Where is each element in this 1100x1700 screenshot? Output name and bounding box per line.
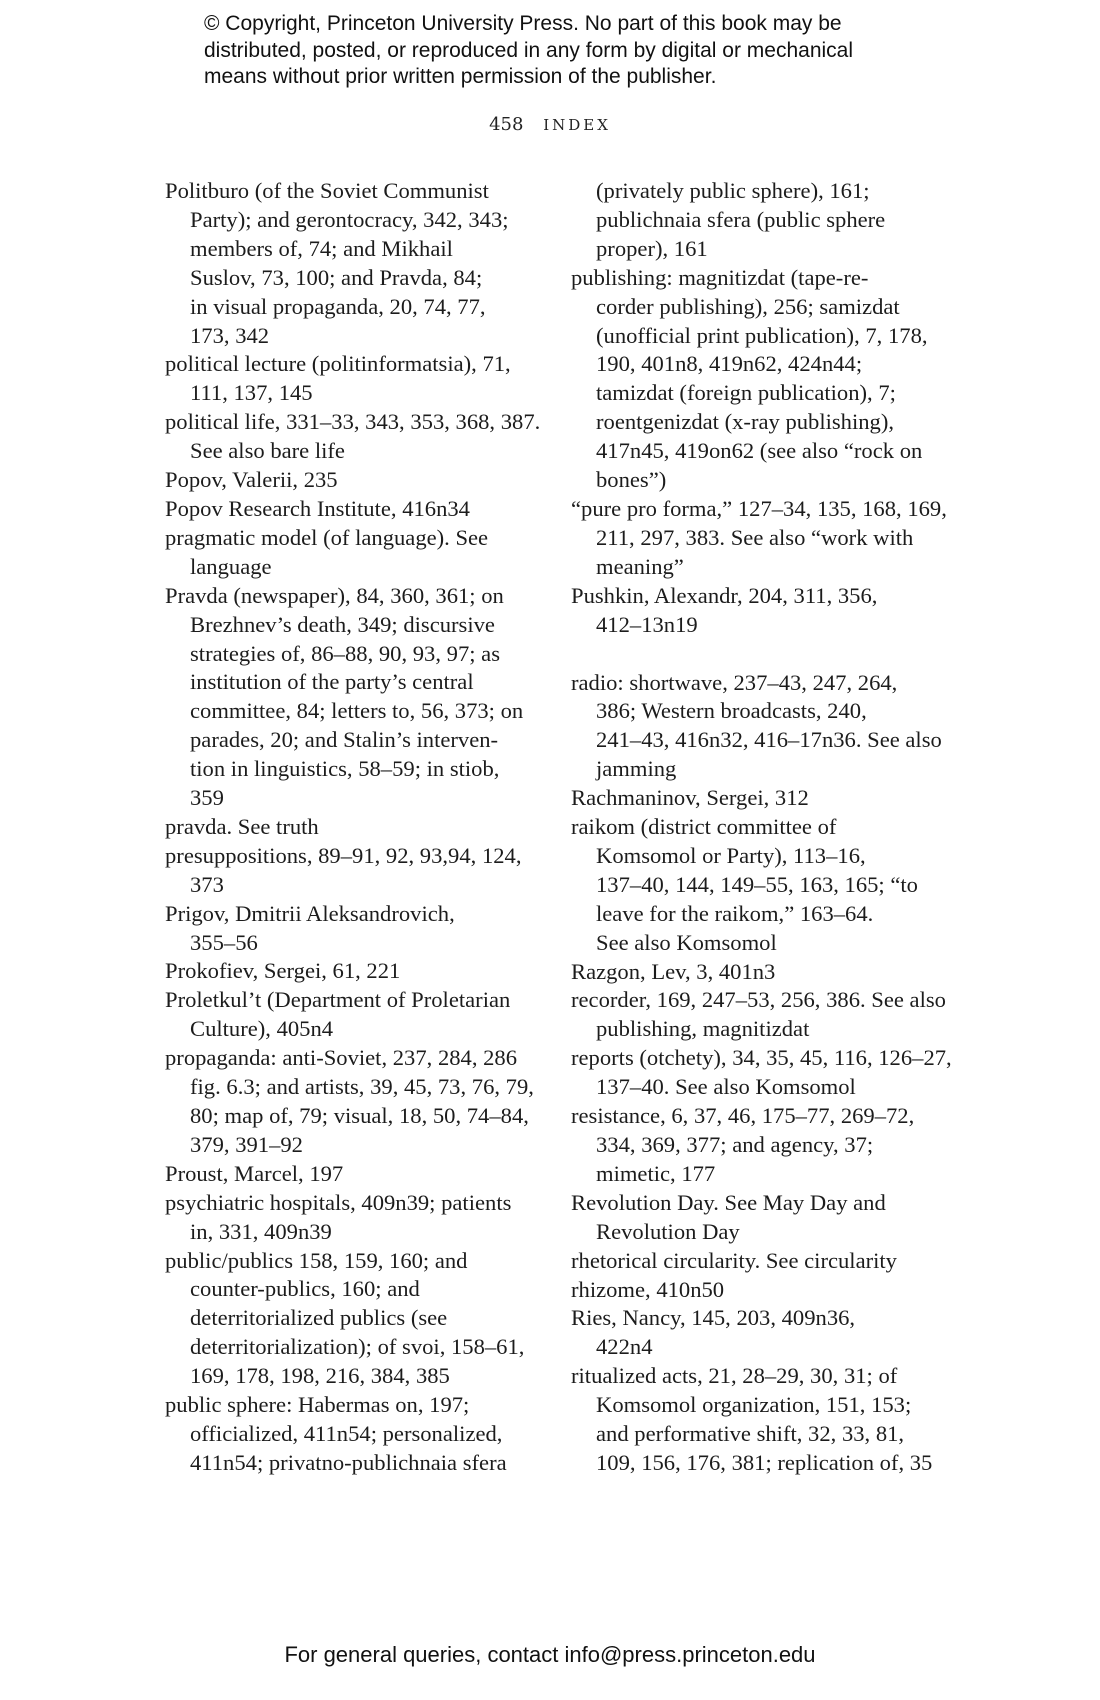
entry-line: 412–13n19 [596, 611, 698, 637]
entry-line: corder publishing), 256; samizdat [596, 293, 900, 319]
entry-line: Suslov, 73, 100; and Pravda, 84; [190, 264, 483, 290]
index-entry [571, 495, 947, 582]
entry-line: mimetic, 177 [596, 1160, 716, 1186]
entry-line: officialized, 411n54; personalized, [190, 1420, 503, 1446]
index-entry [165, 900, 535, 958]
entry-line: in visual propaganda, 20, 74, 77, [190, 293, 486, 319]
entry-line: raikom (district committee of [571, 814, 837, 840]
index-entry [165, 177, 535, 350]
index-entry [165, 813, 535, 842]
index-entry [571, 1044, 952, 1102]
footer-contact: For general queries, contact info@press.princeton.edu [284, 1642, 816, 1667]
index-column-right [571, 177, 952, 1478]
entry-line: 190, 401n8, 419n62, 424n44; [596, 351, 863, 377]
index-entry [571, 1362, 941, 1478]
running-head [0, 114, 1100, 135]
entry-line: propaganda: anti-Soviet, 237, 284, 286 [165, 1045, 518, 1071]
index-entry [571, 264, 941, 495]
entry-line: 417n45, 419on62 (see also “rock on [596, 438, 923, 464]
entry-line: rhizome, 410n50 [571, 1276, 725, 1302]
entry-line: 379, 391–92 [190, 1131, 303, 1157]
entry-line: institution of the party’s central [190, 669, 474, 695]
entry-line: public sphere: Habermas on, 197; [165, 1392, 470, 1418]
entry-line: leave for the raikom,” 163–64. [596, 900, 874, 926]
entry-line: deterritorialization); of svoi, 158–61, [190, 1334, 525, 1360]
copyright-line: distributed, posted, or reproduced in any form by digital or mechanical [204, 38, 854, 62]
index-entry [571, 1189, 941, 1247]
entry-line: and performative shift, 32, 33, 81, [596, 1421, 905, 1447]
index-entry [165, 986, 535, 1044]
index-entry [571, 1276, 941, 1305]
entry-line: See also bare life [190, 438, 345, 464]
entry-line: fig. 6.3; and artists, 39, 45, 73, 76, 79, [190, 1074, 534, 1100]
index-entry [165, 1189, 535, 1247]
entry-line: Prigov, Dmitrii Aleksandrovich, [165, 900, 455, 926]
entry-line: 359 [190, 785, 224, 811]
entry-line: meaning” [596, 553, 684, 579]
index-entry [571, 986, 946, 1044]
entry-line: in, 331, 409n39 [190, 1218, 332, 1244]
index-entry [571, 1102, 941, 1189]
entry-line: See also Komsomol [596, 929, 777, 955]
index-entry [165, 495, 535, 524]
entry-line: Proletkul’t (Department of Proletarian [165, 987, 511, 1013]
index-entry [571, 582, 941, 640]
entry-line: jamming [596, 756, 677, 782]
index-column-left [165, 177, 541, 1478]
entry-line: 111, 137, 145 [190, 380, 313, 406]
entry-line: Popov, Valerii, 235 [165, 467, 338, 493]
entry-line: Komsomol or Party), 113–16, [596, 842, 866, 868]
entry-line: bones”) [596, 467, 667, 493]
index-entry [165, 1044, 535, 1160]
index-entry [571, 1247, 941, 1276]
entry-line: resistance, 6, 37, 46, 175–77, 269–72, [571, 1103, 915, 1129]
index-entry [165, 1160, 535, 1189]
entry-line: committee, 84; letters to, 56, 373; on [190, 698, 524, 724]
entry-line: proper), 161 [596, 235, 708, 261]
entry-line: “pure pro forma,” 127–34, 135, 168, 169, [571, 495, 947, 521]
entry-line: 355–56 [190, 929, 258, 955]
entry-line: publishing, magnitizdat [596, 1016, 810, 1042]
entry-line: members of, 74; and Mikhail [190, 235, 453, 261]
entry-line: 422n4 [596, 1334, 653, 1360]
entry-line: pravda. See truth [165, 813, 319, 839]
index-entry [571, 669, 941, 785]
entry-line: ritualized acts, 21, 28–29, 30, 31; of [571, 1363, 898, 1389]
entry-line: parades, 20; and Stalin’s interven- [190, 727, 499, 753]
entry-line: (privately public sphere), 161; [596, 178, 870, 203]
entry-line: 241–43, 416n32, 416–17n36. See also [596, 727, 942, 753]
page-number: 458 [489, 114, 524, 135]
entry-line: reports (otchety), 34, 35, 45, 116, 126–27, [571, 1045, 952, 1071]
entry-line: 109, 156, 176, 381; replication of, 35 [596, 1449, 933, 1475]
entry-line: presuppositions, 89–91, 92, 93,94, 124, [165, 842, 522, 868]
entry-line: radio: shortwave, 237–43, 247, 264, [571, 669, 898, 695]
entry-line: publishing: magnitizdat (tape-re- [571, 264, 869, 290]
entry-line: 373 [190, 871, 224, 897]
entry-line: Politburo (of the Soviet Communist [165, 178, 489, 203]
entry-line: 173, 342 [190, 322, 270, 348]
entry-line: 211, 297, 383. See also “work with [596, 524, 914, 550]
index-entry [571, 958, 941, 987]
index-entry [165, 350, 535, 408]
entry-line: Rachmaninov, Sergei, 312 [571, 785, 809, 811]
entry-line: rhetorical circularity. See circularity [571, 1247, 897, 1273]
entry-line: tamizdat (foreign publication), 7; [596, 380, 896, 406]
entry-line: language [190, 553, 272, 579]
letter-section-gap [571, 640, 941, 669]
index-entry [165, 408, 541, 466]
entry-line: Razgon, Lev, 3, 401n3 [571, 958, 776, 984]
entry-line: publichnaia sfera (public sphere [596, 206, 886, 232]
entry-line: public/publics 158, 159, 160; and [165, 1247, 468, 1273]
index-entry [165, 1247, 535, 1392]
entry-line: political life, 331–33, 343, 353, 368, 387. [165, 409, 541, 435]
entry-line: 386; Western broadcasts, 240, [596, 698, 867, 724]
entry-line: (unofficial print publication), 7, 178, [596, 322, 928, 348]
entry-line: deterritorialized publics (see [190, 1305, 448, 1331]
index-entry [165, 582, 535, 813]
entry-line: 169, 178, 198, 216, 384, 385 [190, 1363, 450, 1389]
index-entry [571, 813, 941, 958]
copyright-line: © Copyright, Princeton University Press. No part of this book may be [204, 12, 842, 35]
index-entry [571, 784, 941, 813]
entry-line: Culture), 405n4 [190, 1016, 334, 1042]
entry-line: Popov Research Institute, 416n34 [165, 495, 470, 521]
index-entry [165, 524, 535, 582]
entry-line: 137–40, 144, 149–55, 163, 165; “to [596, 871, 918, 897]
entry-line: 334, 369, 377; and agency, 37; [596, 1132, 874, 1157]
entry-line: Komsomol organization, 151, 153; [596, 1392, 912, 1418]
index-entry [571, 1304, 941, 1362]
entry-line: Proust, Marcel, 197 [165, 1160, 344, 1186]
index-entry [165, 957, 535, 986]
entry-line: recorder, 169, 247–53, 256, 386. See also [571, 987, 946, 1013]
entry-line: Revolution Day. See May Day and [571, 1189, 886, 1215]
index-entry [165, 466, 535, 495]
index-entry-continued [571, 177, 941, 264]
entry-line: 137–40. See also Komsomol [596, 1074, 856, 1100]
entry-line: Party); and gerontocracy, 342, 343; [190, 206, 509, 232]
entry-line: Pushkin, Alexandr, 204, 311, 356, [571, 582, 878, 608]
entry-line: Pravda (newspaper), 84, 360, 361; on [165, 582, 504, 608]
copyright-line: means without prior written permission of the publisher. [204, 65, 717, 88]
entry-line: strategies of, 86–88, 90, 93, 97; as [190, 640, 500, 666]
entry-line: counter-publics, 160; and [190, 1276, 420, 1302]
section-title: INDEX [543, 116, 611, 134]
entry-line: political lecture (politinformatsia), 71, [165, 351, 511, 377]
entry-line: Revolution Day [596, 1218, 740, 1244]
entry-line: 80; map of, 79; visual, 18, 50, 74–84, [190, 1103, 529, 1128]
entry-line: roentgenizdat (x-ray publishing), [596, 409, 895, 435]
entry-line: psychiatric hospitals, 409n39; patients [165, 1189, 512, 1215]
entry-line: tion in linguistics, 58–59; in stiob, [190, 756, 500, 782]
entry-line: Brezhnev’s death, 349; discursive [190, 611, 495, 637]
index-entry [165, 1391, 535, 1478]
entry-line: pragmatic model (of language). See [165, 524, 489, 550]
entry-line: 411n54; privatno-publichnaia sfera [190, 1449, 507, 1475]
entry-line: Prokofiev, Sergei, 61, 221 [165, 958, 401, 984]
copyright-notice [204, 11, 924, 91]
entry-line: Ries, Nancy, 145, 203, 409n36, [571, 1305, 856, 1331]
index-entry [165, 842, 535, 900]
